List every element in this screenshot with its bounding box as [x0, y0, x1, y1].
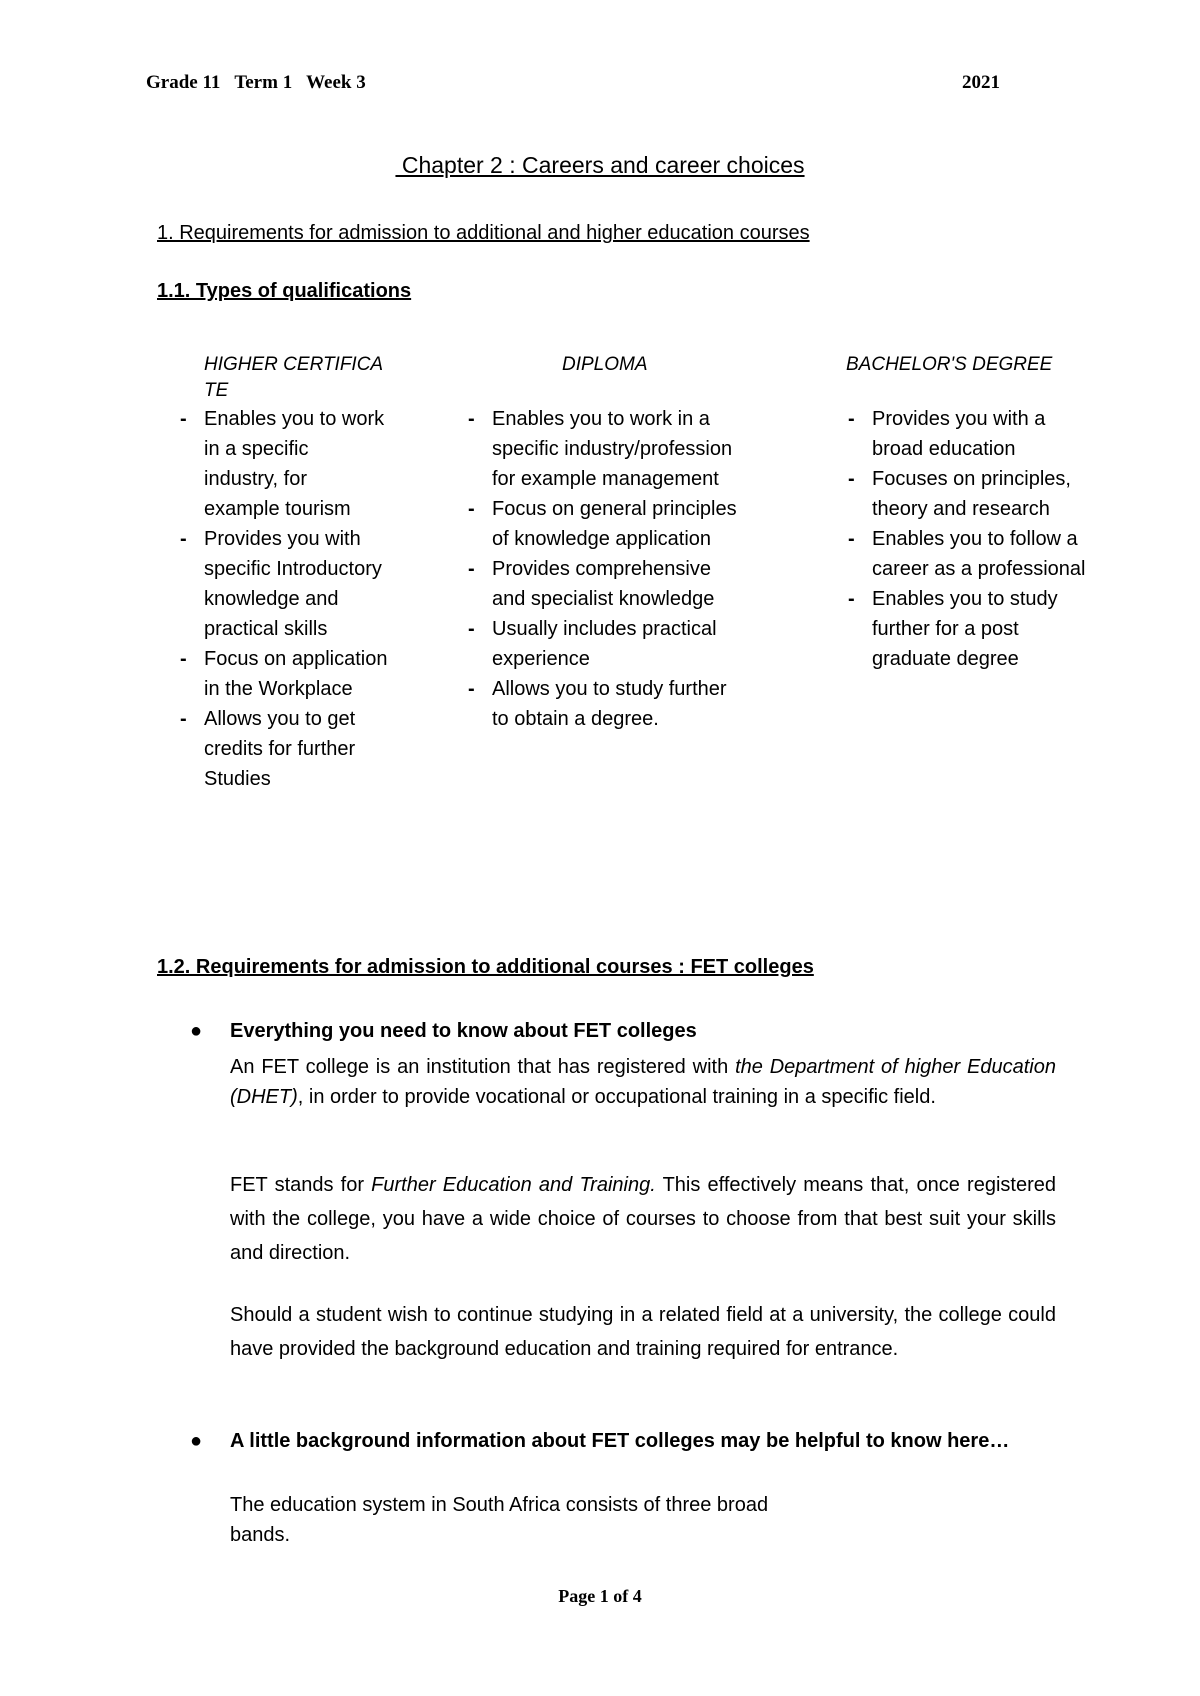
- paragraph-text: An FET college is an institution that has registered with: [230, 1056, 736, 1078]
- paragraph-fet-meaning: [230, 1168, 1056, 1270]
- qualification-list: [846, 404, 1086, 674]
- bullet-icon: ●: [190, 1020, 203, 1042]
- paragraph-emphasis: Further Education and Training.: [371, 1174, 656, 1196]
- list-item: - Focus on general principles of knowledge application: [466, 494, 746, 554]
- paragraph-university-continuation: Should a student wish to continue studying in a related field at a university, the college could have provided the background education and training required for entrance.: [230, 1304, 1056, 1360]
- list-item: - Provides comprehensive and specialist knowledge: [466, 554, 746, 614]
- paragraph-text: This effectively means that, once registered with the college, you have a wide choice of courses to choose from that best suit your skills and direction.: [230, 1174, 1056, 1264]
- section-1-2-heading: 1.2. Requirements for admission to additional courses : FET colleges: [157, 956, 814, 978]
- paragraph-emphasis: the Department of higher Education (DHET): [230, 1056, 1056, 1108]
- paragraph-text: , in order to provide vocational or occupational training in a specific field.: [297, 1086, 936, 1108]
- list-item: - Focuses on principles, theory and research: [846, 464, 1086, 524]
- list-item: - Enables you to study further for a post graduate degree: [846, 584, 1086, 674]
- paragraph-fet-definition: [230, 1052, 1056, 1112]
- column-heading: DIPLOMA: [562, 354, 648, 375]
- qualification-list: [178, 404, 388, 794]
- list-item: - Enables you to work in a specific industry/profession for example management: [466, 404, 746, 494]
- header-year: 2021: [962, 72, 1000, 93]
- list-item: - Allows you to get credits for further Studies: [178, 704, 388, 794]
- section-1-1-heading: 1.1. Types of qualifications: [157, 280, 412, 302]
- bullet-heading-text: A little background information about FET colleges may be helpful to know here…: [230, 1430, 1010, 1452]
- list-item: - Focus on application in the Workplace: [178, 644, 388, 704]
- list-item: - Allows you to study further to obtain a degree.: [466, 674, 746, 734]
- page-number: Page 1 of 4: [558, 1586, 642, 1606]
- list-item: - Provides you with a broad education: [846, 404, 1086, 464]
- list-item: - Provides you with specific Introductory knowledge and practical skills: [178, 524, 388, 644]
- list-item: - Usually includes practical experience: [466, 614, 746, 674]
- list-item: - Enables you to follow a career as a professional: [846, 524, 1086, 584]
- qualification-column-higher-certificate: [178, 352, 388, 794]
- paragraph-text: FET stands for: [230, 1174, 372, 1196]
- chapter-title: Chapter 2 : Careers and career choices: [395, 152, 805, 178]
- bullet-icon: ●: [190, 1430, 203, 1452]
- list-item: - Enables you to work in a specific industry, for example tourism: [178, 404, 388, 524]
- bullet-heading-text: Everything you need to know about FET colleges: [230, 1020, 697, 1042]
- column-heading: BACHELOR'S DEGREE: [846, 354, 1053, 375]
- qualification-list: [466, 404, 746, 734]
- column-heading: HIGHER CERTIFICA TE: [204, 354, 383, 401]
- qualification-column-bachelors-degree: [846, 352, 1086, 674]
- paragraph-education-bands: The education system in South Africa consists of three broad bands.: [230, 1494, 769, 1546]
- qualification-column-diploma: [466, 352, 746, 734]
- header-grade-term-week: Grade 11 Term 1 Week 3: [146, 72, 366, 93]
- section-1-heading: 1. Requirements for admission to additional and higher education courses: [157, 222, 810, 244]
